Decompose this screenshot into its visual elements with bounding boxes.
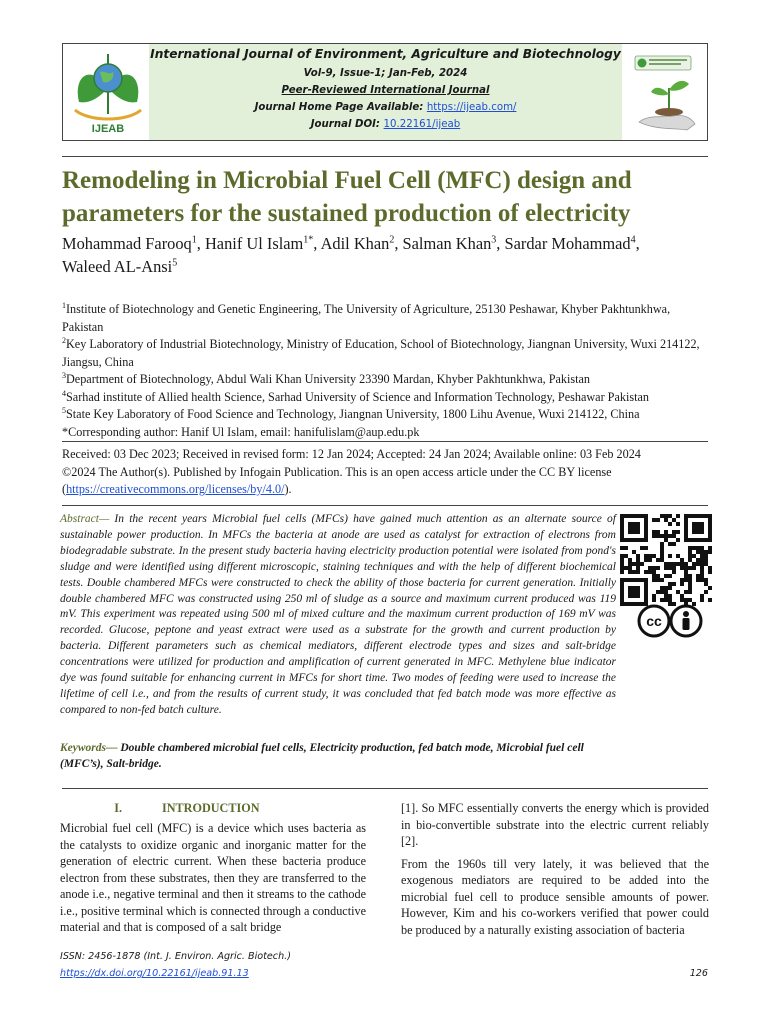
header-rule: [62, 156, 708, 157]
seedling-hand-image: [629, 48, 703, 136]
journal-doi-link[interactable]: 10.22161/ijeab: [383, 119, 461, 130]
author: Salman Khan$^3$,: [402, 234, 505, 253]
paper-title: Remodeling in Microbial Fuel Cell (MFC) design and parameters for the sustained production of electricity: [62, 167, 632, 227]
journal-homepage: [149, 102, 622, 113]
intro-paragraph: From the 1960s till very lately, it was believed that the exogenous mediators are required to be added into the microbial fuel cell to produce sensible amounts of power. However, Kim and his co-workers verified that power could be produced by a naturally existing association of bacteria: [401, 856, 709, 937]
keywords: [60, 741, 616, 773]
journal-logo-text: IJEAB: [91, 123, 125, 135]
author: Hanif Ul Islam$^{1*}$,: [204, 234, 321, 253]
abstract-text: In the recent years Microbial fuel cells (MFCs) have gained much attention as an alternate source of sustainable power production. In MFCs the bacteria at anode are used as catalyst for extraction of electrons from biodegradable substrate. In the present study bacteria having electricity production potential were isolated from pond's sludge and were identified using different microscopic, staining techniques and with the help of different biochemical tests. Double chambered MFCs were constructed to check the ability of those bacteria for current generation. Initially double chambered MFC was constructed using 250 ml of sludge as a source and maximum current produced was 119 mV. This experiment was repeated using 500 ml of mixed culture and the maximum current production of 169 mV was recorded. Glucose, peptone and yeast extract were used as a substrate for the growth and current production by bacteria. Different parameters such as chemical mediators, different electrode types and sizes and salt-bridge concentrations were utilized for production and amplification of current generated in MFC. Methylene blue indicator dye was found suitable for enhancing current in MFCs for short time. Two modes of feeding were used to increase the lifetime of cell i.e., and from the results of current study, it was concluded that fed batch mode was more effective as compared to non-fed batch culture.: [60, 513, 616, 716]
author-list: [62, 232, 708, 278]
article-doi-link[interactable]: https://dx.doi.org/10.22161/ijeab.91.13: [60, 968, 249, 979]
cc-by-license-icon[interactable]: [637, 604, 703, 638]
affiliation: $^5$State Key Laboratory of Food Science and Technology, Jiangnan University, 1800 Lihu Avenue, Wuxi 214122, China: [62, 405, 640, 421]
homepage-label: Journal Home Page Available:: [254, 102, 427, 113]
license-line: ©2024 The Author(s). Published by Infogain Publication. This is an open access article under the CC BY license: [62, 464, 612, 479]
license-link[interactable]: https://creativecommons.org/licenses/by/4.0/: [66, 482, 285, 496]
journal-name: International Journal of Environment, Agriculture and Biotechnology: [150, 47, 621, 61]
homepage-link[interactable]: https://ijeab.com/: [426, 102, 517, 113]
body-right-column: [401, 800, 709, 938]
intro-paragraph: Microbial fuel cell (MFC) is a device which uses bacteria as the catalysts to oxidize organic and inorganic matter for the generation of electric current. When these bacteria produce electron from these substrates, then they are transferred to the anode i.e., negative terminal and then it streams to the cathode i.e., positive terminal which is connected through a conductive material and that is composed of a salt bridge: [60, 821, 366, 934]
affiliation: $^4$Sarhad institute of Allied health Science, Sarhad University of Science and Information Technology, Peshawar Pakistan: [62, 388, 649, 404]
abstract-label: Abstract—: [60, 513, 115, 525]
author: Mohammad Farooq$^1$,: [62, 234, 205, 253]
affiliation: $^3$Department of Biotechnology, Abdul Wali Khan University 23390 Mardan, Khyber Pakhtunkhwa, Pakistan: [62, 370, 591, 386]
abstract: [60, 512, 616, 719]
page-footer: [60, 948, 708, 982]
section-heading: [60, 800, 366, 820]
publication-dates: [62, 446, 708, 499]
qr-code-icon[interactable]: [620, 514, 712, 606]
corresponding-author: *Corresponding author: Hanif Ul Islam, email: hanifulislam@aup.edu.pk: [62, 424, 420, 439]
section-number: I.: [114, 801, 122, 815]
body-left-column: [60, 800, 366, 936]
peer-reviewed-label: Peer-Reviewed International Journal: [281, 85, 490, 96]
author: Waleed AL-Ansi$^5$: [62, 257, 178, 276]
keywords-text: Double chambered microbial fuel cells, Electricity production, fed batch mode, Microbial fuel cell (MFC’s), Salt-bridge.: [60, 742, 584, 770]
journal-header: [62, 43, 708, 141]
dates-top-rule: [62, 441, 708, 442]
keywords-label: Keywords—: [60, 742, 121, 754]
section-title: INTRODUCTION: [162, 801, 260, 815]
author: Adil Khan$^2$,: [320, 234, 403, 253]
journal-doi: [149, 119, 622, 130]
body-top-rule: [62, 788, 708, 789]
svg-text:cc: cc: [646, 613, 662, 629]
affiliation: $^2$Key Laboratory of Industrial Biotechnology, Ministry of Education, School of Biotechnology, Jiangnan University, Wuxi 214122, Jiangsu, China: [62, 335, 700, 369]
affiliation: $^1$Institute of Biotechnology and Genetic Engineering, The University of Agriculture, 25130 Peshawar, Khyber Pakhtunkhwa, Pakistan: [62, 300, 671, 334]
affiliation-list: [62, 301, 708, 441]
author: Sardar Mohammad$^4$,: [504, 234, 640, 253]
intro-paragraph: [1]. So MFC essentially converts the energy which is provided in bio-convertible substrate into the electric current reliably [2].: [401, 801, 709, 848]
dates-line: Received: 03 Dec 2023; Received in revised form: 12 Jan 2024; Accepted: 24 Jan 2024; Available online: 03 Feb 2024: [62, 447, 641, 461]
page-number: 126: [689, 968, 708, 979]
journal-logo: [69, 48, 147, 136]
dates-bottom-rule: [62, 505, 708, 506]
issn: ISSN: 2456-1878 (Int. J. Environ. Agric. Biotech.): [60, 951, 291, 962]
license-url-line: (https://creativecommons.org/licenses/by/4.0/).: [62, 482, 292, 496]
journal-volume: Vol-9, Issue-1; Jan-Feb, 2024: [303, 68, 468, 79]
doi-label: Journal DOI:: [310, 119, 384, 130]
